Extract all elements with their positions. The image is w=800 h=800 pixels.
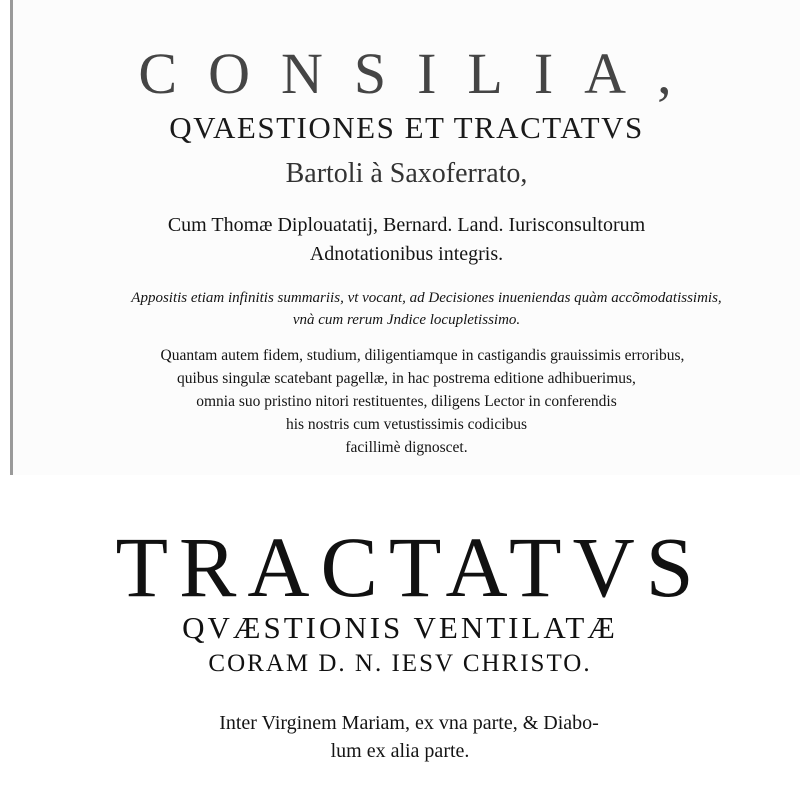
paragraph-line-2: quibus singulæ scatebant pagellæ, in hac postrema editione adhibuerimus, — [177, 370, 636, 387]
tractatus-text-line-1: Inter Virginem Mariam, ex vna parte, & Diabo- — [219, 712, 599, 734]
tractatus-subtitle-line-2: CORAM D. N. IESV CHRISTO. — [208, 650, 592, 677]
tractatus-title: TRACTATVS — [115, 519, 705, 615]
paragraph-line-1: Quantam autem fidem, studium, diligentiamque in castigandis grauissimis erroribus, — [160, 347, 685, 364]
paragraph-line-3: omnia suo pristino nitori restituentes, diligens Lector in conferendis — [196, 393, 617, 410]
summaries-line-1: Appositis etiam infinitis summariis, vt vocant, ad Decisiones inueniendas quàm accõmodatissimis, — [131, 290, 722, 306]
paragraph-line-5: facillimè dignoscet. — [345, 439, 468, 456]
author-line: Bartoli à Saxoferrato, — [285, 158, 528, 189]
page-title: CONSILIA, — [138, 41, 703, 106]
summaries-line-2: vnà cum rerum Jndice locupletissimo. — [292, 312, 521, 328]
tractatus-subtitle-line-1: QVÆSTIONIS VENTILATÆ — [182, 610, 618, 645]
annotators-line-1: Cum Thomæ Diplouatatij, Bernard. Land. Iurisconsultorum — [167, 214, 646, 236]
paragraph-line-4: his nostris cum vetustissimis codicibus — [285, 416, 528, 433]
page-subtitle: QVAESTIONES ET TRACTATVS — [169, 110, 644, 145]
title-page-consilia — [10, 0, 800, 475]
tractatus-text-line-2: lum ex alia parte. — [330, 740, 470, 762]
annotators-line-2: Adnotationibus integris. — [309, 243, 504, 265]
